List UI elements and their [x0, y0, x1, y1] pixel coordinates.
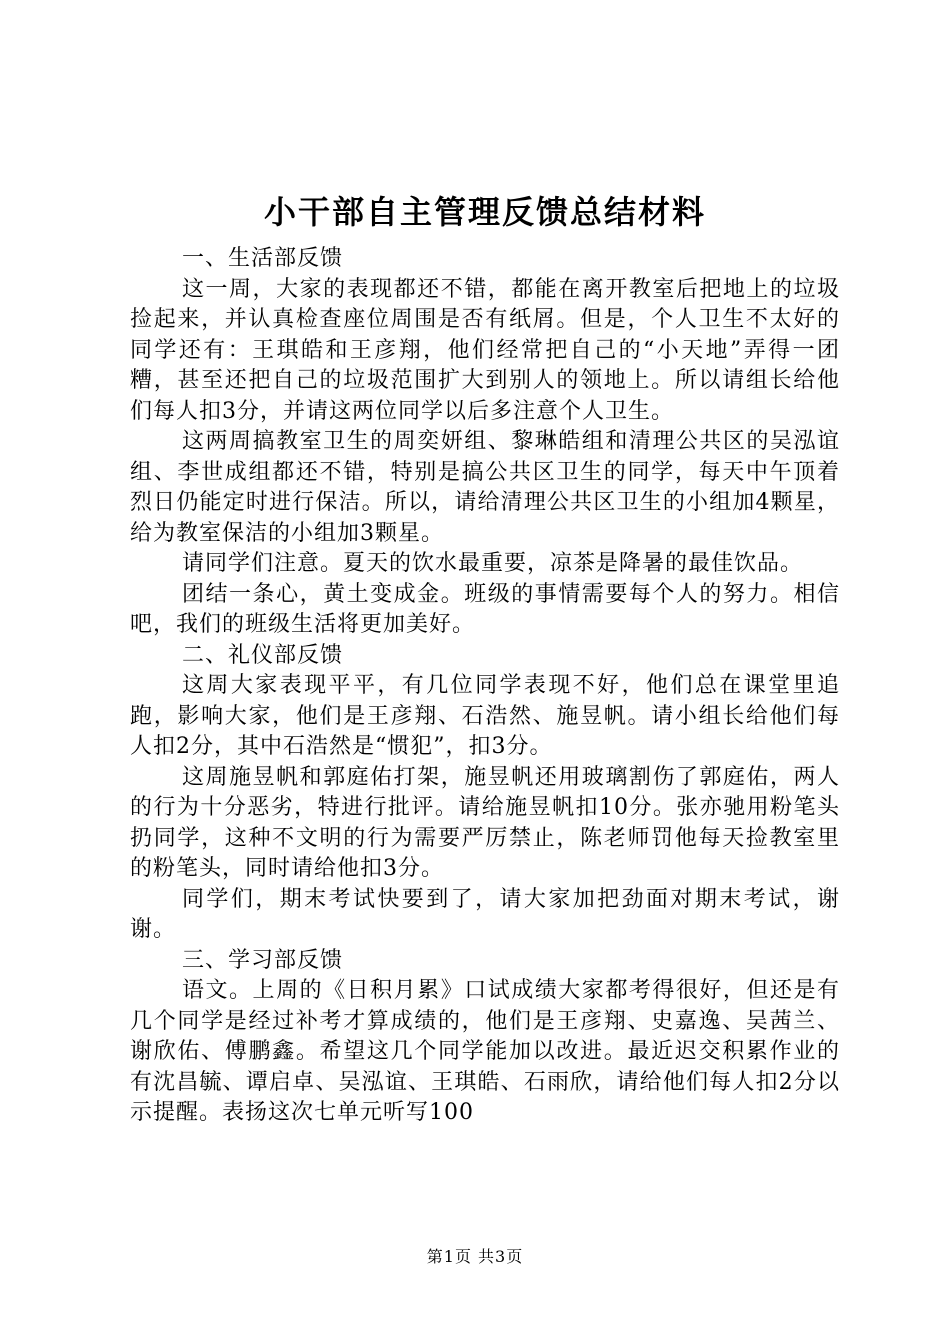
paragraph: 这两周搞教室卫生的周奕妍组、黎琳皓组和清理公共区的吴泓谊组、李世成组都还不错，特别是搞公共区卫生的同学，每天中午顶着烈日仍能定时进行保洁。所以，请给清理公共区卫生的小组加4颗星，给为教室保洁的小组加3颗星。 — [130, 429, 840, 546]
paragraph: 这周施昱帆和郭庭佑打架，施昱帆还用玻璃割伤了郭庭佑，两人的行为十分恶劣，特进行批评。请给施昱帆扣10分。张亦驰用粉笔头扔同学，这种不文明的行为需要严厉禁止，陈老师罚他每天捡教室里的粉笔头，同时请给他扣3分。 — [130, 764, 840, 881]
section-heading-etiquette: 二、礼仪部反馈 — [182, 642, 344, 668]
paragraph: 这周大家表现平平，有几位同学表现不好，他们总在课堂里追跑，影响大家，他们是王彦翔、石浩然、施昱帆。请小组长给他们每人扣2分，其中石浩然是“惯犯”，扣3分。 — [130, 673, 840, 759]
paragraph: 这一周，大家的表现都还不错，都能在离开教室后把地上的垃圾捡起来，并认真检查座位周围是否有纸屑。但是，个人卫生不太好的同学还有：王琪皓和王彦翔，他们经常把自己的“小天地”弄得一团糟，甚至还把自己的垃圾范围扩大到别人的领地上。所以请组长给他们每人扣3分，并请这两位同学以后多注意个人卫生。 — [130, 276, 840, 424]
paragraph: 请同学们注意。夏天的饮水最重要，凉茶是降暑的最佳饮品。 — [182, 551, 804, 576]
document-page — [130, 190, 840, 1129]
paragraph: 同学们，期末考试快要到了，请大家加把劲面对期末考试，谢谢。 — [130, 886, 840, 942]
section-heading-life: 一、生活部反馈 — [182, 246, 344, 271]
paragraph: 团结一条心，黄土变成金。班级的事情需要每个人的努力。相信吧，我们的班级生活将更加美好。 — [130, 581, 840, 637]
paragraph: 语文。上周的《日积月累》口试成绩大家都考得很好，但还是有几个同学是经过补考才算成绩的，他们是王彦翔、史嘉逸、吴茜兰、谢欣佑、傅鹏鑫。希望这几个同学能加以改进。最近迟交积累作业的有沈昌毓、谭启卓、吴泓谊、王琪皓、石雨欣，请给他们每人扣2分以示提醒。表扬这次七单元听写100 — [130, 978, 840, 1125]
page-footer: 第1页 共3页 — [426, 1247, 524, 1266]
document-title: 小干部自主管理反馈总结材料 — [263, 193, 706, 231]
section-heading-study: 三、学习部反馈 — [182, 947, 344, 973]
